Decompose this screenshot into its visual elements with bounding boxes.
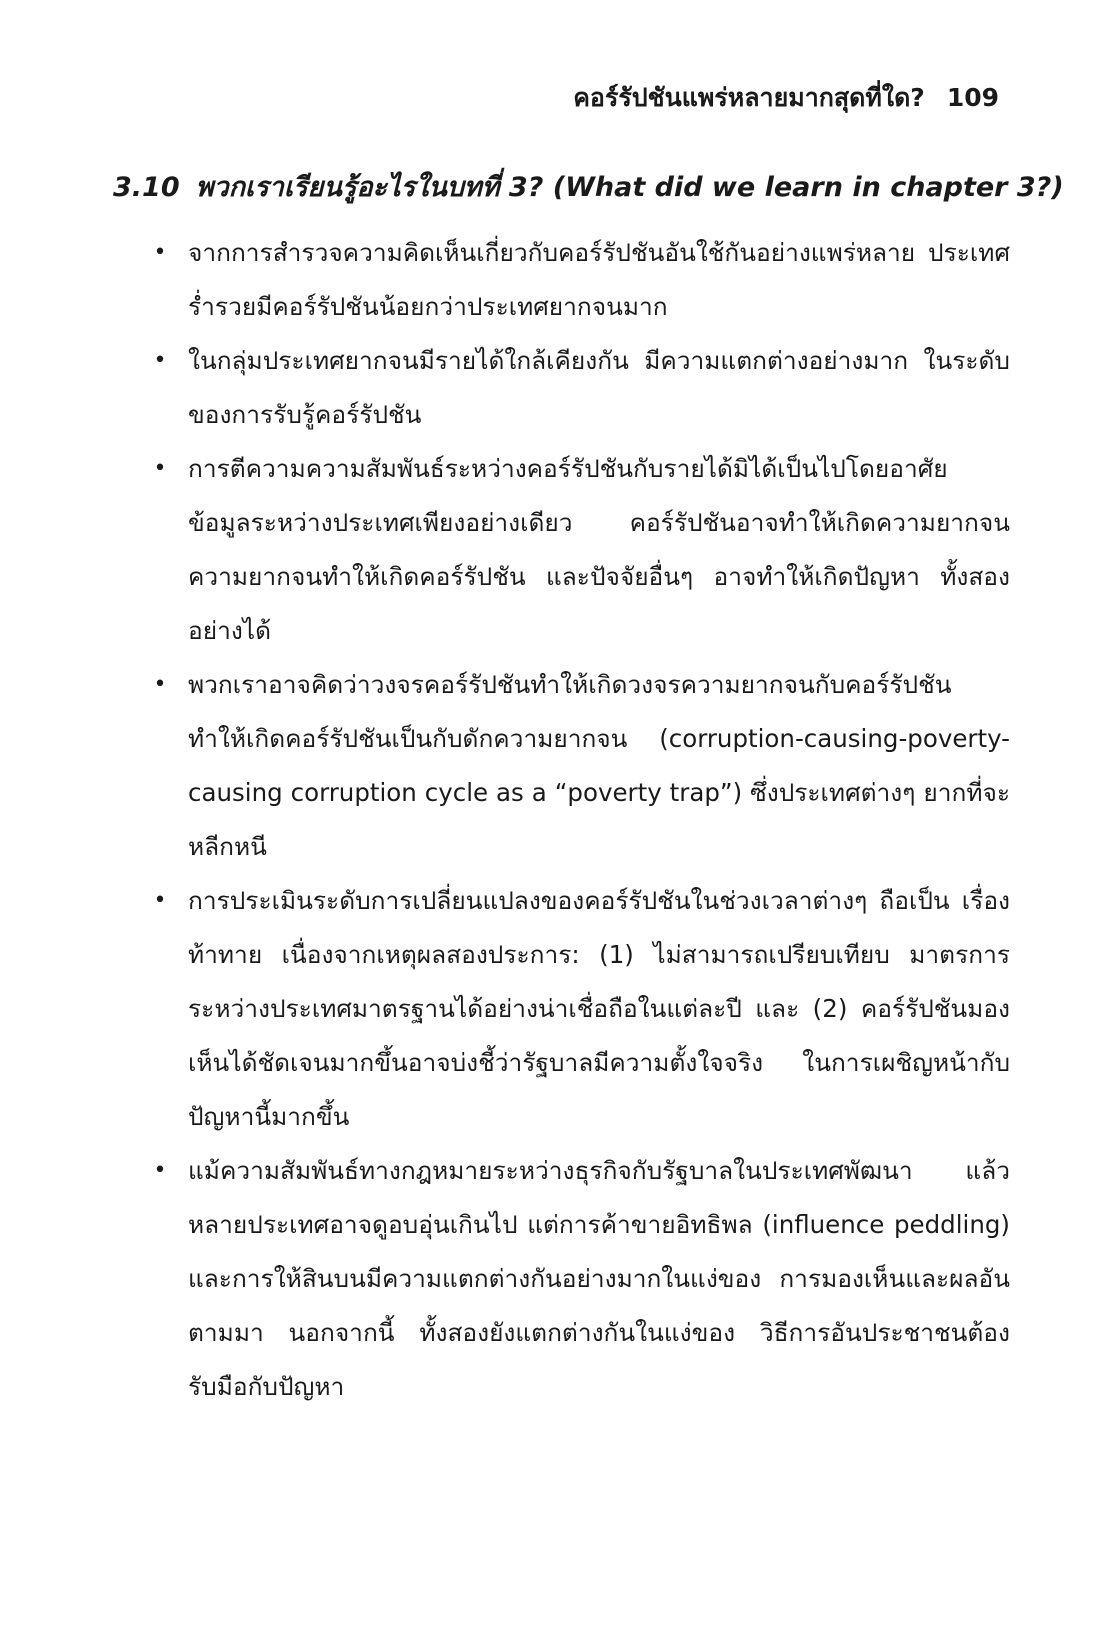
bullet-text: จากการสำรวจความคิดเห็นเกี่ยวกับคอร์รัปชันอันใช้กันอย่างแพร่หลาย ประเทศร่ำรวยมีคอร์รัปชันน้อยกว่าประเทศยากจนมาก — [188, 238, 1010, 321]
bullet-item-1 — [150, 226, 1010, 334]
bullet-text: การประเมินระดับการเปลี่ยนแปลงของคอร์รัปชันในช่วงเวลาต่างๆ ถือเป็น เรื่องท้าทาย เนื่องจากเหตุผลสองประการ: (1) ไม่สามารถเปรียบเทียบ มาตรการระหว่างประเทศมาตรฐานได้อย่างน่าเชื่อถือในแต่ละปี และ (2) คอร์รัปชันมองเห็นได้ชัดเจนมากขึ้นอาจบ่งชี้ว่ารัฐบาลมีความตั้งใจจริง ในการเผชิญหน้ากับปัญหานี้มากขึ้น — [188, 886, 1010, 1131]
bullet-item-4 — [150, 658, 1010, 874]
section-heading — [113, 168, 1064, 208]
bullet-item-5 — [150, 874, 1010, 1144]
bullet-icon: • — [153, 672, 167, 697]
bullet-text: ในกลุ่มประเทศยากจนมีรายได้ใกล้เคียงกัน มีความแตกต่างอย่างมาก ในระดับของการรับรู้คอร์รัปชัน — [188, 346, 1010, 429]
bullet-item-6 — [150, 1144, 1010, 1414]
bullet-item-2 — [150, 334, 1010, 442]
section-title: พวกเราเรียนรู้อะไรในบทที่ 3? (What did we learn in chapter 3?) — [195, 172, 1064, 203]
chapter-title: คอร์รัปชันแพร่หลายมากสุดที่ใด? — [573, 83, 925, 112]
section-number: 3.10 — [113, 172, 180, 203]
bullet-text: พวกเราอาจคิดว่าวงจรคอร์รัปชันทำให้เกิดวงจรความยากจนกับคอร์รัปชัน ทำให้เกิดคอร์รัปชันเป็นกับดักความยากจน (corruption-causing-poverty-causing corruption cycle as a “poverty trap”) ซึ่งประเทศต่างๆ ยากที่จะหลีกหนี — [188, 670, 1010, 861]
bullet-icon: • — [153, 888, 167, 913]
bullet-icon: • — [153, 1158, 167, 1183]
bullet-item-3 — [150, 442, 1010, 658]
bullet-icon: • — [153, 348, 167, 373]
page-number: 109 — [946, 83, 999, 112]
running-header — [573, 78, 999, 118]
bullet-text: การตีความความสัมพันธ์ระหว่างคอร์รัปชันกับรายได้มิได้เป็นไปโดยอาศัย ข้อมูลระหว่างประเทศเพียงอย่างเดียว คอร์รัปชันอาจทำให้เกิดความยากจน ความยากจนทำให้เกิดคอร์รัปชัน และปัจจัยอื่นๆ อาจทำให้เกิดปัญหา ทั้งสองอย่างได้ — [188, 454, 1010, 645]
bullet-icon: • — [153, 456, 167, 481]
bullet-text: แม้ความสัมพันธ์ทางกฎหมายระหว่างธุรกิจกับรัฐบาลในประเทศพัฒนา แล้วหลายประเทศอาจดูอบอุ่นเกินไป แต่การค้าขายอิทธิพล (influence peddling) และการให้สินบนมีความแตกต่างกันอย่างมากในแง่ของ การมองเห็นและผลอันตามมา นอกจากนี้ ทั้งสองยังแตกต่างกันในแง่ของ วิธีการอันประชาชนต้องรับมือกับปัญหา — [188, 1156, 1010, 1401]
bullet-icon: • — [153, 240, 167, 265]
summary-bullet-list — [150, 226, 1010, 1414]
